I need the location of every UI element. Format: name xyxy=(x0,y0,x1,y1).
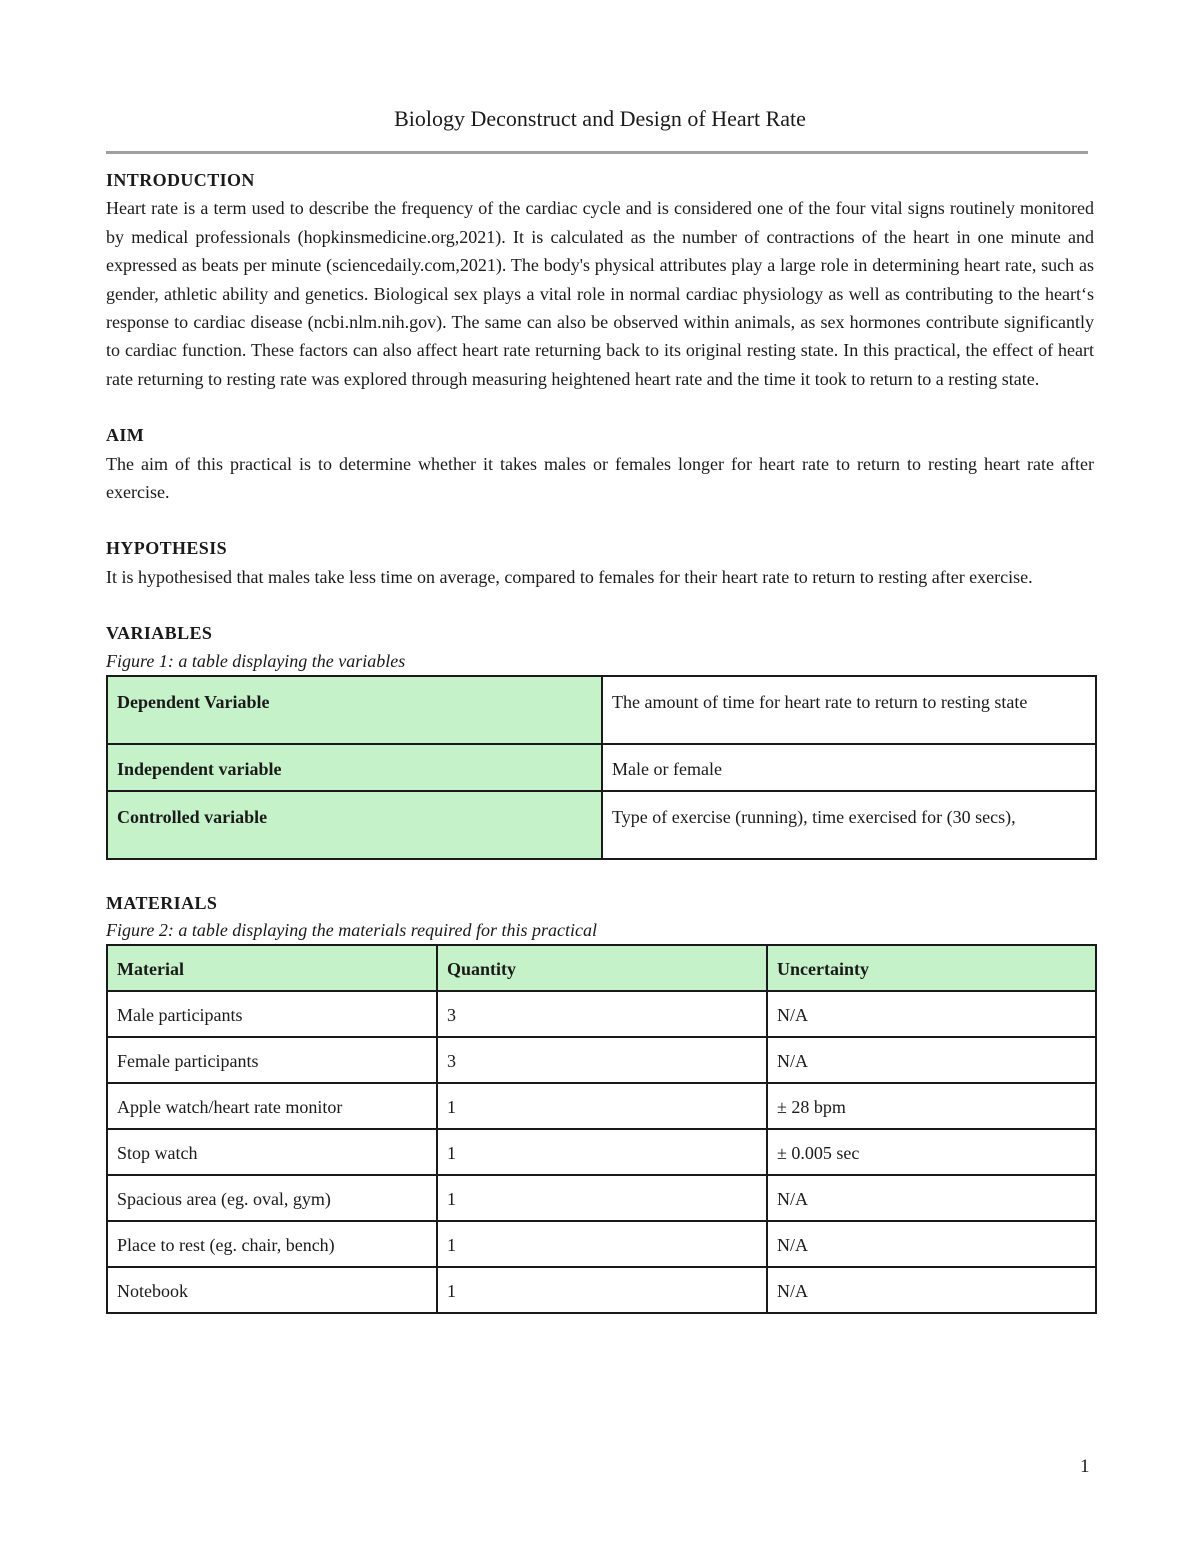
document-body xyxy=(106,166,1094,1314)
variable-value-cell: Type of exercise (running), time exercised for (30 secs), xyxy=(602,791,1096,859)
spacer xyxy=(106,591,1094,619)
spacer xyxy=(106,506,1094,534)
uncertainty-cell: N/A xyxy=(767,991,1096,1037)
hypothesis-section xyxy=(106,534,1094,591)
uncertainty-cell: ± 0.005 sec xyxy=(767,1129,1096,1175)
table-row xyxy=(107,791,1096,859)
uncertainty-cell: N/A xyxy=(767,1267,1096,1313)
introduction-text: Heart rate is a term used to describe the frequency of the cardiac cycle and is considered one of the four vital signs routinely monitored by medical professionals (hopkinsmedicine.org,2021). It is calculated as the number of contractions of the heart in one minute and expressed as beats per minute (sciencedaily.com,2021). The body's physical attributes play a large role in determining heart rate, such as gender, athletic ability and genetics. Biological sex plays a vital role in normal cardiac physiology as well as contributing to the heart‘s response to cardiac disease (ncbi.nlm.nih.gov). The same can also be observed within animals, as sex hormones contribute significantly to cardiac function. These factors can also affect heart rate returning back to its original resting state. In this practical, the effect of heart rate returning to resting rate was explored through measuring heightened heart rate and the time it took to return to a resting state. xyxy=(106,198,1094,389)
variables-section xyxy=(106,619,1094,859)
materials-section xyxy=(106,889,1094,1314)
table-row xyxy=(107,1221,1096,1267)
material-cell: Spacious area (eg. oval, gym) xyxy=(107,1175,437,1221)
material-cell: Stop watch xyxy=(107,1129,437,1175)
quantity-cell: 1 xyxy=(437,1083,767,1129)
page-header-title: Biology Deconstruct and Design of Heart Rate xyxy=(394,106,806,131)
quantity-cell: 1 xyxy=(437,1129,767,1175)
column-header-uncertainty: Uncertainty xyxy=(767,945,1096,991)
variables-caption: Figure 1: a table displaying the variables xyxy=(106,650,406,671)
material-cell: Place to rest (eg. chair, bench) xyxy=(107,1221,437,1267)
variables-heading: VARIABLES xyxy=(106,623,213,644)
uncertainty-cell: N/A xyxy=(767,1037,1096,1083)
table-row xyxy=(107,744,1096,791)
quantity-cell: 3 xyxy=(437,1037,767,1083)
material-cell: Male participants xyxy=(107,991,437,1037)
table-row xyxy=(107,1037,1096,1083)
quantity-cell: 3 xyxy=(437,991,767,1037)
material-cell: Female participants xyxy=(107,1037,437,1083)
quantity-cell: 1 xyxy=(437,1221,767,1267)
uncertainty-cell: N/A xyxy=(767,1221,1096,1267)
table-row xyxy=(107,991,1096,1037)
materials-table xyxy=(106,944,1097,1314)
materials-heading: MATERIALS xyxy=(106,892,218,913)
aim-text: The aim of this practical is to determine whether it takes males or females longer for heart rate to return to resting heart rate after exercise. xyxy=(106,453,1094,503)
variable-value-cell: The amount of time for heart rate to return to resting state xyxy=(602,676,1096,744)
spacer xyxy=(106,860,1094,889)
column-header-quantity: Quantity xyxy=(437,945,767,991)
uncertainty-cell: N/A xyxy=(767,1175,1096,1221)
introduction-heading: INTRODUCTION xyxy=(106,170,255,190)
variable-value-cell: Male or female xyxy=(602,744,1096,791)
aim-heading: AIM xyxy=(106,425,145,446)
variable-label-cell: Controlled variable xyxy=(107,791,602,859)
variable-label-cell: Independent variable xyxy=(107,744,602,791)
header-divider xyxy=(106,151,1088,154)
uncertainty-cell: ± 28 bpm xyxy=(767,1083,1096,1129)
materials-caption: Figure 2: a table displaying the materials required for this practical xyxy=(106,920,597,941)
hypothesis-heading: HYPOTHESIS xyxy=(106,538,228,559)
material-cell: Apple watch/heart rate monitor xyxy=(107,1083,437,1129)
hypothesis-text: It is hypothesised that males take less time on average, compared to females for their heart rate to return to resting after exercise. xyxy=(106,566,1033,587)
table-header-row xyxy=(107,945,1096,991)
quantity-cell: 1 xyxy=(437,1175,767,1221)
table-row xyxy=(107,1267,1096,1313)
column-header-material: Material xyxy=(107,945,437,991)
introduction-section xyxy=(106,166,1094,393)
page-number: 1 xyxy=(1080,1456,1090,1477)
table-row xyxy=(107,676,1096,744)
aim-section xyxy=(106,421,1094,506)
material-cell: Notebook xyxy=(107,1267,437,1313)
table-row xyxy=(107,1083,1096,1129)
quantity-cell: 1 xyxy=(437,1267,767,1313)
table-row xyxy=(107,1129,1096,1175)
spacer xyxy=(106,393,1094,421)
table-row xyxy=(107,1175,1096,1221)
variables-table xyxy=(106,675,1097,860)
variable-label-cell: Dependent Variable xyxy=(107,676,602,744)
